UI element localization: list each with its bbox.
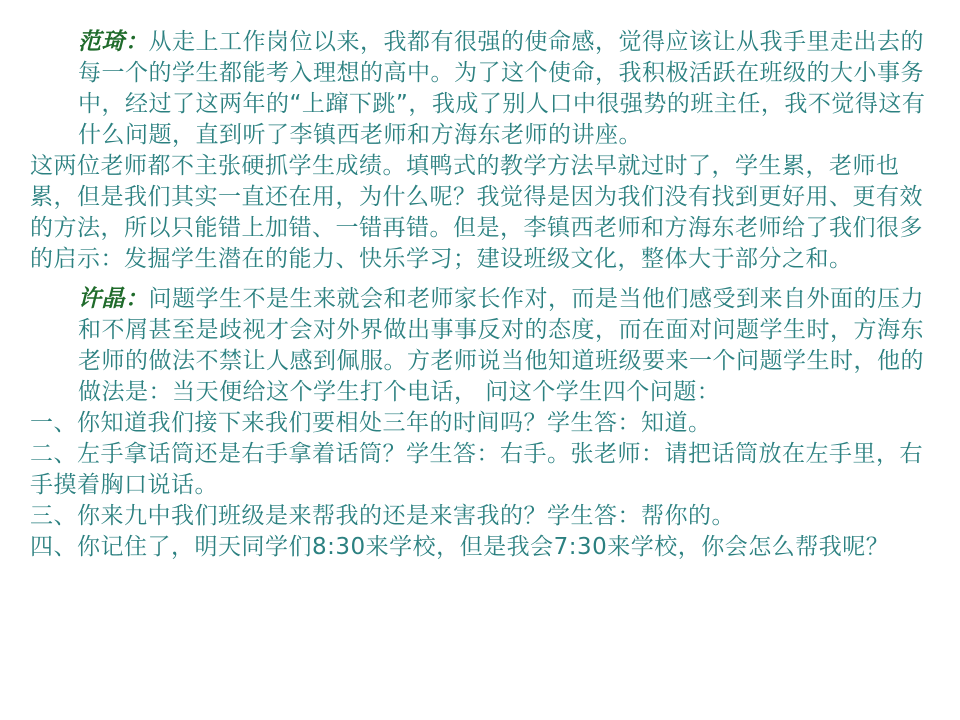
fan-qi-paragraph [30,26,930,151]
question-2: 二、左手拿话筒还是右手拿着话筒？学生答：右手。张老师：请把话筒放在左手里，右手摸着胸口说话。 [30,441,923,498]
question-1: 一、你知道我们接下来我们要相处三年的时间吗？学生答：知道。 [30,410,712,436]
question-3: 三、你来九中我们班级是来帮我的还是来害我的？学生答：帮你的。 [30,503,735,529]
speaker-xu-jing: 许晶： [78,285,149,312]
xu-jing-paragraph [30,283,930,408]
xu-jing-text: 问题学生不是生来就会和老师家长作对，而是当他们感受到来自外面的压力和不屑甚至是歧视才会对外界做出事事反对的态度，而在面对问题学生时，方海东老师的做法不禁让人感到佩服。方老师说当他知道班级要来一个问题学生时，他的做法是：当天便给这个学生打个电话， 问这个学生四个问题： [78,286,924,405]
question-4: 四、你记住了，明天同学们8:30来学校，但是我会7:30来学校，你会怎么帮我呢？ [30,534,890,560]
slide-content [30,26,930,563]
fan-qi-text: 从走上工作岗位以来，我都有很强的使命感，觉得应该让从我手里走出去的每一个的学生都能考入理想的高中。为了这个使命，我积极活跃在班级的大小事务中，经过了这两年的“上蹿下跳”，我成了别人口中很强势的班主任，我不觉得这有什么问题，直到听了李镇西老师和方海东老师的讲座。 [78,29,926,148]
fan-qi-paragraph-2: 这两位老师都不主张硬抓学生成绩。填鸭式的教学方法早就过时了，学生累，老师也累，但是我们其实一直还在用，为什么呢？我觉得是因为我们没有找到更好用、更有效的方法，所以只能错上加错、一错再错。但是，李镇西老师和方海东老师给了我们很多的启示：发掘学生潜在的能力、快乐学习；建设班级文化，整体大于部分之和。 [30,153,923,272]
speaker-fan-qi: 范琦： [78,28,149,55]
